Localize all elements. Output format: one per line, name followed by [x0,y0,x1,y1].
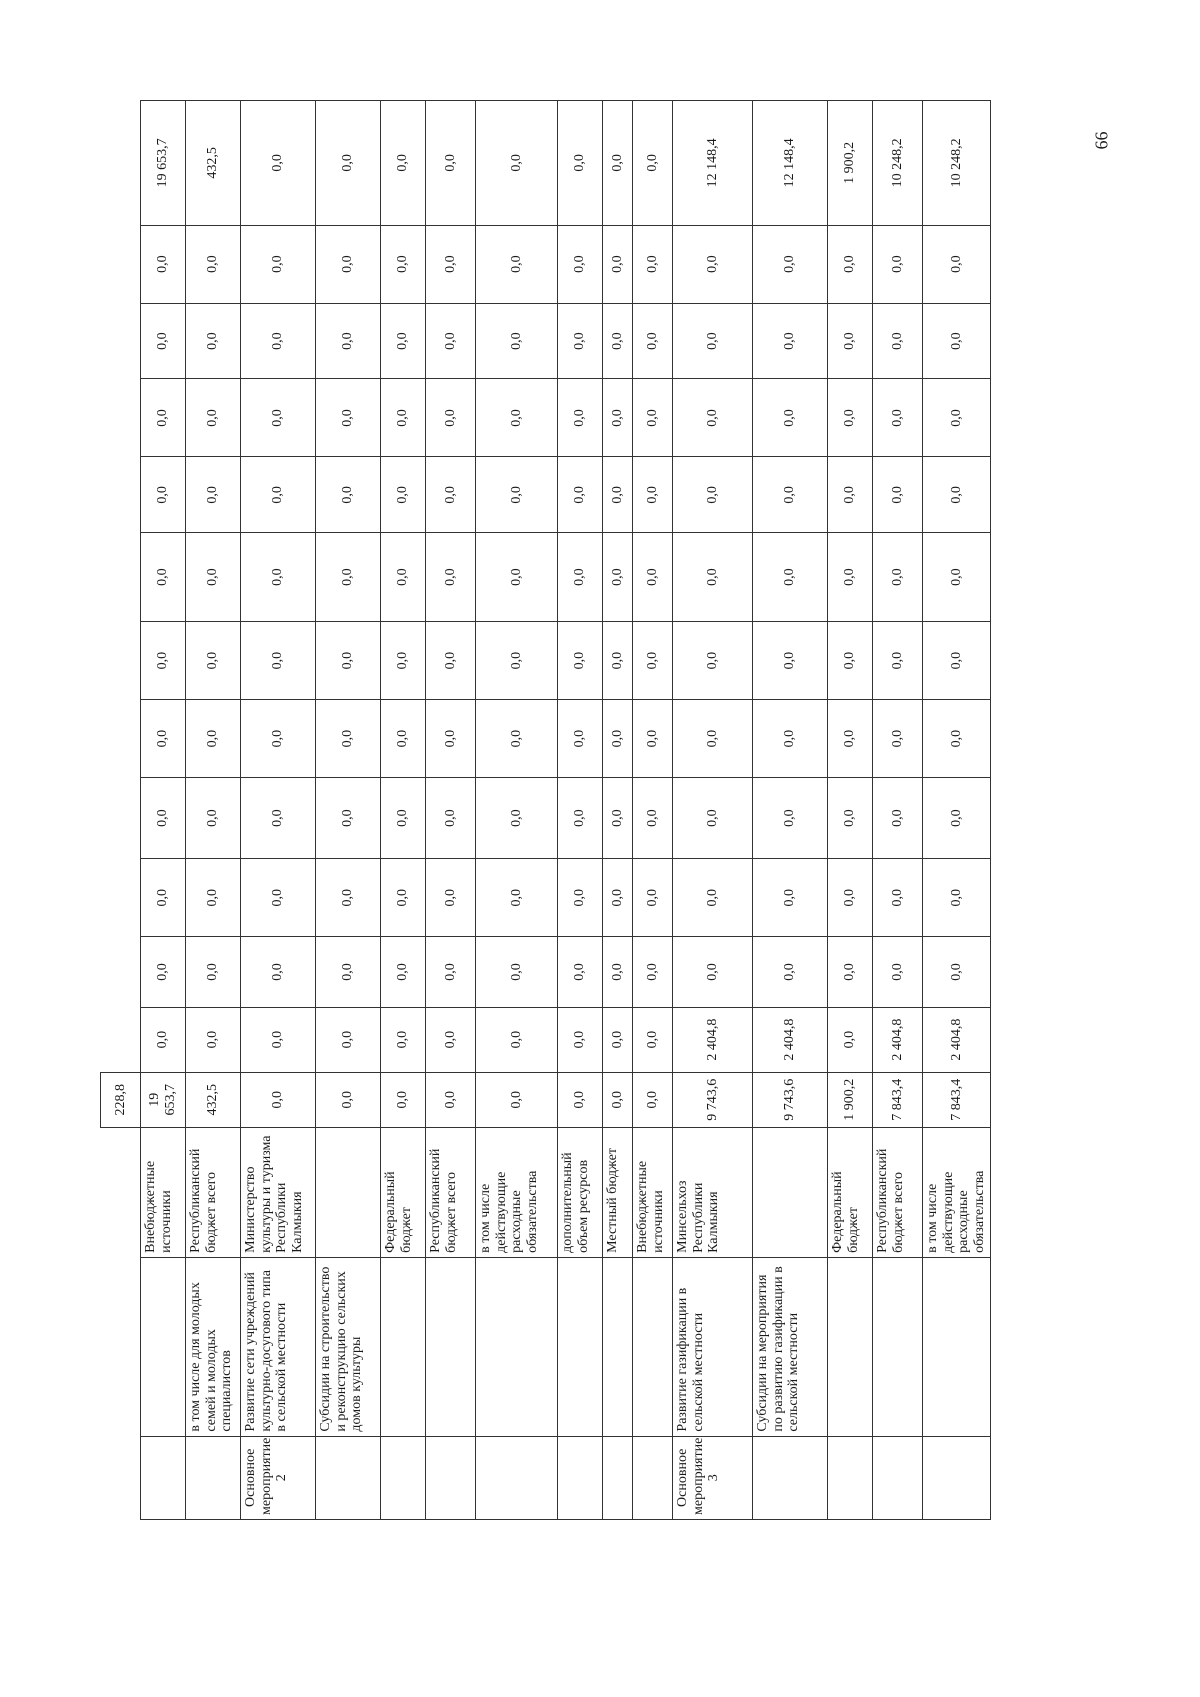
value-cell: 0,0 [186,533,241,622]
name-cell [828,1257,873,1436]
value-cell: 0,0 [873,700,923,778]
value-cell: 0,0 [381,457,426,533]
value-cell: 0,0 [476,937,558,1007]
value-cell: 2 404,8 [923,1007,991,1072]
value-cell: 0,0 [603,533,633,622]
value-cell: 0,0 [673,225,753,303]
value-cell: 0,0 [426,1007,476,1072]
value-cell: 0,0 [828,937,873,1007]
event-cell [316,1436,381,1519]
value-cell: 0,0 [753,457,828,533]
value-cell: 7 843,4 [873,1072,923,1127]
value-cell: 0,0 [633,101,673,226]
value-cell: 0,0 [316,778,381,859]
value-cell: 0,0 [186,225,241,303]
table-row [476,101,558,1520]
source-cell: Республиканский бюджет всего [186,1127,241,1257]
value-cell [101,457,141,533]
value-cell: 0,0 [923,225,991,303]
value-cell: 0,0 [426,533,476,622]
value-cell: 0,0 [141,303,186,379]
value-cell [101,622,141,700]
source-cell: Республиканский бюджет всего [426,1127,476,1257]
value-cell: 432,5 [186,101,241,226]
value-cell: 0,0 [633,700,673,778]
value-cell: 0,0 [381,225,426,303]
name-cell: Развитие газификации в сельской местности [673,1257,753,1436]
source-cell: Федеральный бюджет [381,1127,426,1257]
value-cell: 0,0 [186,859,241,937]
value-cell: 0,0 [241,225,316,303]
value-cell: 0,0 [603,1072,633,1127]
value-cell [101,533,141,622]
value-cell: 0,0 [381,778,426,859]
value-cell: 0,0 [241,1007,316,1072]
value-cell: 0,0 [753,379,828,457]
value-cell: 0,0 [426,778,476,859]
value-cell: 0,0 [426,101,476,226]
value-cell: 0,0 [673,778,753,859]
value-cell: 0,0 [873,859,923,937]
name-cell [923,1257,991,1436]
value-cell [101,859,141,937]
value-cell: 1 900,2 [828,101,873,226]
name-cell [101,1257,141,1436]
table-row [381,101,426,1520]
name-cell: Субсидии на строительство и реконструкцию сельских домов культуры [316,1257,381,1436]
value-cell: 0,0 [558,303,603,379]
value-cell: 0,0 [241,937,316,1007]
value-cell: 0,0 [923,622,991,700]
source-cell: в том числе действующие расходные обязательства [476,1127,558,1257]
value-cell: 0,0 [828,778,873,859]
value-cell: 0,0 [753,859,828,937]
value-cell [101,778,141,859]
value-cell: 0,0 [241,533,316,622]
event-cell [141,1436,186,1519]
table-row [141,101,186,1520]
value-cell: 0,0 [923,778,991,859]
value-cell: 0,0 [558,859,603,937]
value-cell: 0,0 [476,859,558,937]
value-cell: 0,0 [923,700,991,778]
value-cell: 0,0 [603,859,633,937]
value-cell: 10 248,2 [873,101,923,226]
value-cell: 0,0 [828,379,873,457]
value-cell: 0,0 [873,622,923,700]
value-cell: 0,0 [141,622,186,700]
value-cell: 0,0 [828,303,873,379]
value-cell: 0,0 [241,379,316,457]
value-cell: 0,0 [753,937,828,1007]
value-cell: 0,0 [381,533,426,622]
name-cell: в том числе для молодых семей и молодых специалистов [186,1257,241,1436]
name-cell [426,1257,476,1436]
value-cell: 0,0 [426,225,476,303]
value-cell: 0,0 [633,622,673,700]
value-cell: 0,0 [603,225,633,303]
value-cell: 0,0 [316,379,381,457]
value-cell: 0,0 [923,457,991,533]
value-cell: 2 404,8 [673,1007,753,1072]
source-cell: Местный бюджет [603,1127,633,1257]
value-cell: 9 743,6 [753,1072,828,1127]
value-cell: 0,0 [316,1072,381,1127]
value-cell: 0,0 [603,379,633,457]
value-cell [101,303,141,379]
value-cell: 0,0 [673,533,753,622]
value-cell [101,700,141,778]
value-cell: 0,0 [186,700,241,778]
value-cell: 0,0 [873,778,923,859]
event-cell: Основное мероприятие 3 [673,1436,753,1519]
page-number: 66 [1091,131,1112,150]
value-cell: 0,0 [753,700,828,778]
value-cell: 0,0 [141,379,186,457]
budget-table [100,100,991,1520]
value-cell: 0,0 [186,778,241,859]
value-cell: 0,0 [558,778,603,859]
value-cell: 0,0 [633,1072,673,1127]
value-cell: 19 653,7 [141,101,186,226]
value-cell: 0,0 [426,303,476,379]
value-cell: 0,0 [603,778,633,859]
value-cell: 0,0 [633,1007,673,1072]
value-cell: 0,0 [753,533,828,622]
table-row [873,101,923,1520]
value-cell: 0,0 [141,1007,186,1072]
value-cell: 0,0 [186,1007,241,1072]
value-cell: 0,0 [673,700,753,778]
value-cell: 0,0 [381,622,426,700]
value-cell: 0,0 [828,457,873,533]
value-cell: 0,0 [476,1072,558,1127]
value-cell [101,225,141,303]
value-cell: 0,0 [558,700,603,778]
value-cell [101,1007,141,1072]
event-cell [603,1436,633,1519]
source-cell: Внебюджетные источники [141,1127,186,1257]
value-cell: 0,0 [141,533,186,622]
value-cell: 0,0 [241,457,316,533]
value-cell: 0,0 [873,379,923,457]
value-cell: 0,0 [633,457,673,533]
value-cell: 0,0 [753,622,828,700]
value-cell: 0,0 [673,457,753,533]
value-cell: 9 743,6 [673,1072,753,1127]
value-cell: 0,0 [633,225,673,303]
value-cell: 0,0 [316,533,381,622]
event-cell [381,1436,426,1519]
value-cell: 0,0 [241,303,316,379]
value-cell: 0,0 [186,622,241,700]
value-cell: 0,0 [381,101,426,226]
event-cell [426,1436,476,1519]
value-cell: 0,0 [603,457,633,533]
source-cell: Минсельхоз Республики Калмыкия [673,1127,753,1257]
value-cell: 0,0 [558,101,603,226]
value-cell: 0,0 [753,225,828,303]
value-cell: 12 148,4 [753,101,828,226]
value-cell: 0,0 [828,533,873,622]
value-cell: 0,0 [381,1072,426,1127]
value-cell: 432,5 [186,1072,241,1127]
value-cell: 0,0 [186,379,241,457]
value-cell: 0,0 [316,225,381,303]
value-cell: 0,0 [828,1007,873,1072]
value-cell: 0,0 [476,101,558,226]
value-cell: 0,0 [316,457,381,533]
event-cell: Основное мероприятие 2 [241,1436,316,1519]
event-cell [828,1436,873,1519]
value-cell: 2 404,8 [753,1007,828,1072]
value-cell: 0,0 [558,1007,603,1072]
value-cell: 0,0 [381,700,426,778]
event-cell [101,1436,141,1519]
value-cell: 0,0 [381,303,426,379]
value-cell: 0,0 [476,379,558,457]
value-cell: 2 404,8 [873,1007,923,1072]
value-cell: 0,0 [828,700,873,778]
table-row [426,101,476,1520]
table-row [753,101,828,1520]
value-cell: 0,0 [316,101,381,226]
name-cell [381,1257,426,1436]
source-cell [101,1127,141,1257]
value-cell: 0,0 [923,937,991,1007]
value-cell: 0,0 [141,937,186,1007]
table-row [633,101,673,1520]
event-cell [476,1436,558,1519]
value-cell: 0,0 [603,700,633,778]
name-cell [558,1257,603,1436]
value-cell: 0,0 [558,457,603,533]
source-cell: Министерство культуры и туризма Республики Калмыкия [241,1127,316,1257]
value-cell: 0,0 [633,379,673,457]
value-cell: 0,0 [603,303,633,379]
value-cell: 0,0 [828,622,873,700]
value-cell: 0,0 [186,457,241,533]
value-cell: 0,0 [558,533,603,622]
source-cell: Федеральный бюджет [828,1127,873,1257]
value-cell: 0,0 [558,379,603,457]
value-cell: 0,0 [673,379,753,457]
value-cell [101,379,141,457]
value-cell: 0,0 [241,1072,316,1127]
value-cell: 0,0 [633,533,673,622]
name-cell [603,1257,633,1436]
value-cell: 0,0 [241,859,316,937]
value-cell: 0,0 [633,303,673,379]
value-cell: 0,0 [923,303,991,379]
value-cell: 0,0 [673,937,753,1007]
value-cell: 0,0 [923,859,991,937]
value-cell: 0,0 [673,303,753,379]
value-cell: 0,0 [426,622,476,700]
name-cell [633,1257,673,1436]
value-cell: 0,0 [476,303,558,379]
table-row [101,101,141,1520]
source-cell [753,1127,828,1257]
value-cell: 0,0 [381,859,426,937]
value-cell: 0,0 [381,379,426,457]
source-cell [316,1127,381,1257]
name-cell: Субсидии на мероприятия по развитию газификации в сельской местности [753,1257,828,1436]
name-cell [476,1257,558,1436]
value-cell: 0,0 [476,778,558,859]
event-cell [753,1436,828,1519]
value-cell: 0,0 [381,937,426,1007]
value-cell: 0,0 [186,303,241,379]
value-cell: 0,0 [603,622,633,700]
value-cell: 0,0 [828,225,873,303]
source-cell: в том числе действующие расходные обязательства [923,1127,991,1257]
value-cell [101,937,141,1007]
value-cell: 0,0 [316,859,381,937]
value-cell: 19 653,7 [141,1072,186,1127]
value-cell: 0,0 [923,379,991,457]
value-cell: 0,0 [873,303,923,379]
table-row [186,101,241,1520]
value-cell: 0,0 [633,859,673,937]
value-cell: 0,0 [426,937,476,1007]
value-cell: 0,0 [558,937,603,1007]
value-cell: 0,0 [141,700,186,778]
value-cell: 0,0 [316,937,381,1007]
event-cell [186,1436,241,1519]
value-cell [101,101,141,226]
value-cell: 0,0 [923,533,991,622]
event-cell [923,1436,991,1519]
value-cell: 0,0 [426,859,476,937]
value-cell: 0,0 [476,700,558,778]
value-cell: 0,0 [241,622,316,700]
value-cell: 0,0 [873,533,923,622]
value-cell: 0,0 [873,937,923,1007]
value-cell: 10 248,2 [923,101,991,226]
value-cell: 0,0 [558,225,603,303]
value-cell: 0,0 [476,225,558,303]
value-cell: 0,0 [753,303,828,379]
value-cell: 0,0 [558,1072,603,1127]
value-cell: 0,0 [316,303,381,379]
value-cell: 7 843,4 [923,1072,991,1127]
value-cell: 0,0 [241,700,316,778]
name-cell: Развитие сети учреждений культурно-досугового типа в сельской местности [241,1257,316,1436]
value-cell: 0,0 [476,457,558,533]
value-cell: 0,0 [426,457,476,533]
value-cell: 0,0 [141,859,186,937]
event-cell [873,1436,923,1519]
table-row [558,101,603,1520]
value-cell: 0,0 [186,937,241,1007]
value-cell: 0,0 [141,225,186,303]
table-row [603,101,633,1520]
value-cell: 1 900,2 [828,1072,873,1127]
value-cell: 0,0 [476,1007,558,1072]
value-cell: 0,0 [426,379,476,457]
value-cell: 0,0 [673,622,753,700]
value-cell: 12 148,4 [673,101,753,226]
value-cell: 0,0 [241,778,316,859]
value-cell: 0,0 [241,101,316,226]
value-cell: 0,0 [753,778,828,859]
table-row [241,101,316,1520]
value-cell: 0,0 [426,1072,476,1127]
value-cell: 0,0 [873,225,923,303]
table-row [316,101,381,1520]
value-cell: 0,0 [633,937,673,1007]
source-cell: дополнительный объем ресурсов [558,1127,603,1257]
value-cell: 0,0 [141,457,186,533]
rotated-page [100,100,1065,1520]
value-cell: 0,0 [141,778,186,859]
table-row [923,101,991,1520]
value-cell: 0,0 [603,1007,633,1072]
value-cell: 0,0 [558,622,603,700]
name-cell [873,1257,923,1436]
value-cell: 0,0 [633,778,673,859]
value-cell: 0,0 [873,457,923,533]
value-cell: 0,0 [426,700,476,778]
value-cell: 0,0 [828,859,873,937]
value-cell: 0,0 [316,700,381,778]
value-cell: 0,0 [476,622,558,700]
table-row [828,101,873,1520]
source-cell: Республиканский бюджет всего [873,1127,923,1257]
table-row [673,101,753,1520]
value-cell: 228,8 [101,1072,141,1127]
value-cell: 0,0 [381,1007,426,1072]
value-cell: 0,0 [316,1007,381,1072]
value-cell: 0,0 [316,622,381,700]
value-cell: 0,0 [476,533,558,622]
value-cell: 0,0 [603,101,633,226]
name-cell [141,1257,186,1436]
source-cell: Внебюджетные источники [633,1127,673,1257]
value-cell: 0,0 [603,937,633,1007]
event-cell [633,1436,673,1519]
event-cell [558,1436,603,1519]
value-cell: 0,0 [673,859,753,937]
